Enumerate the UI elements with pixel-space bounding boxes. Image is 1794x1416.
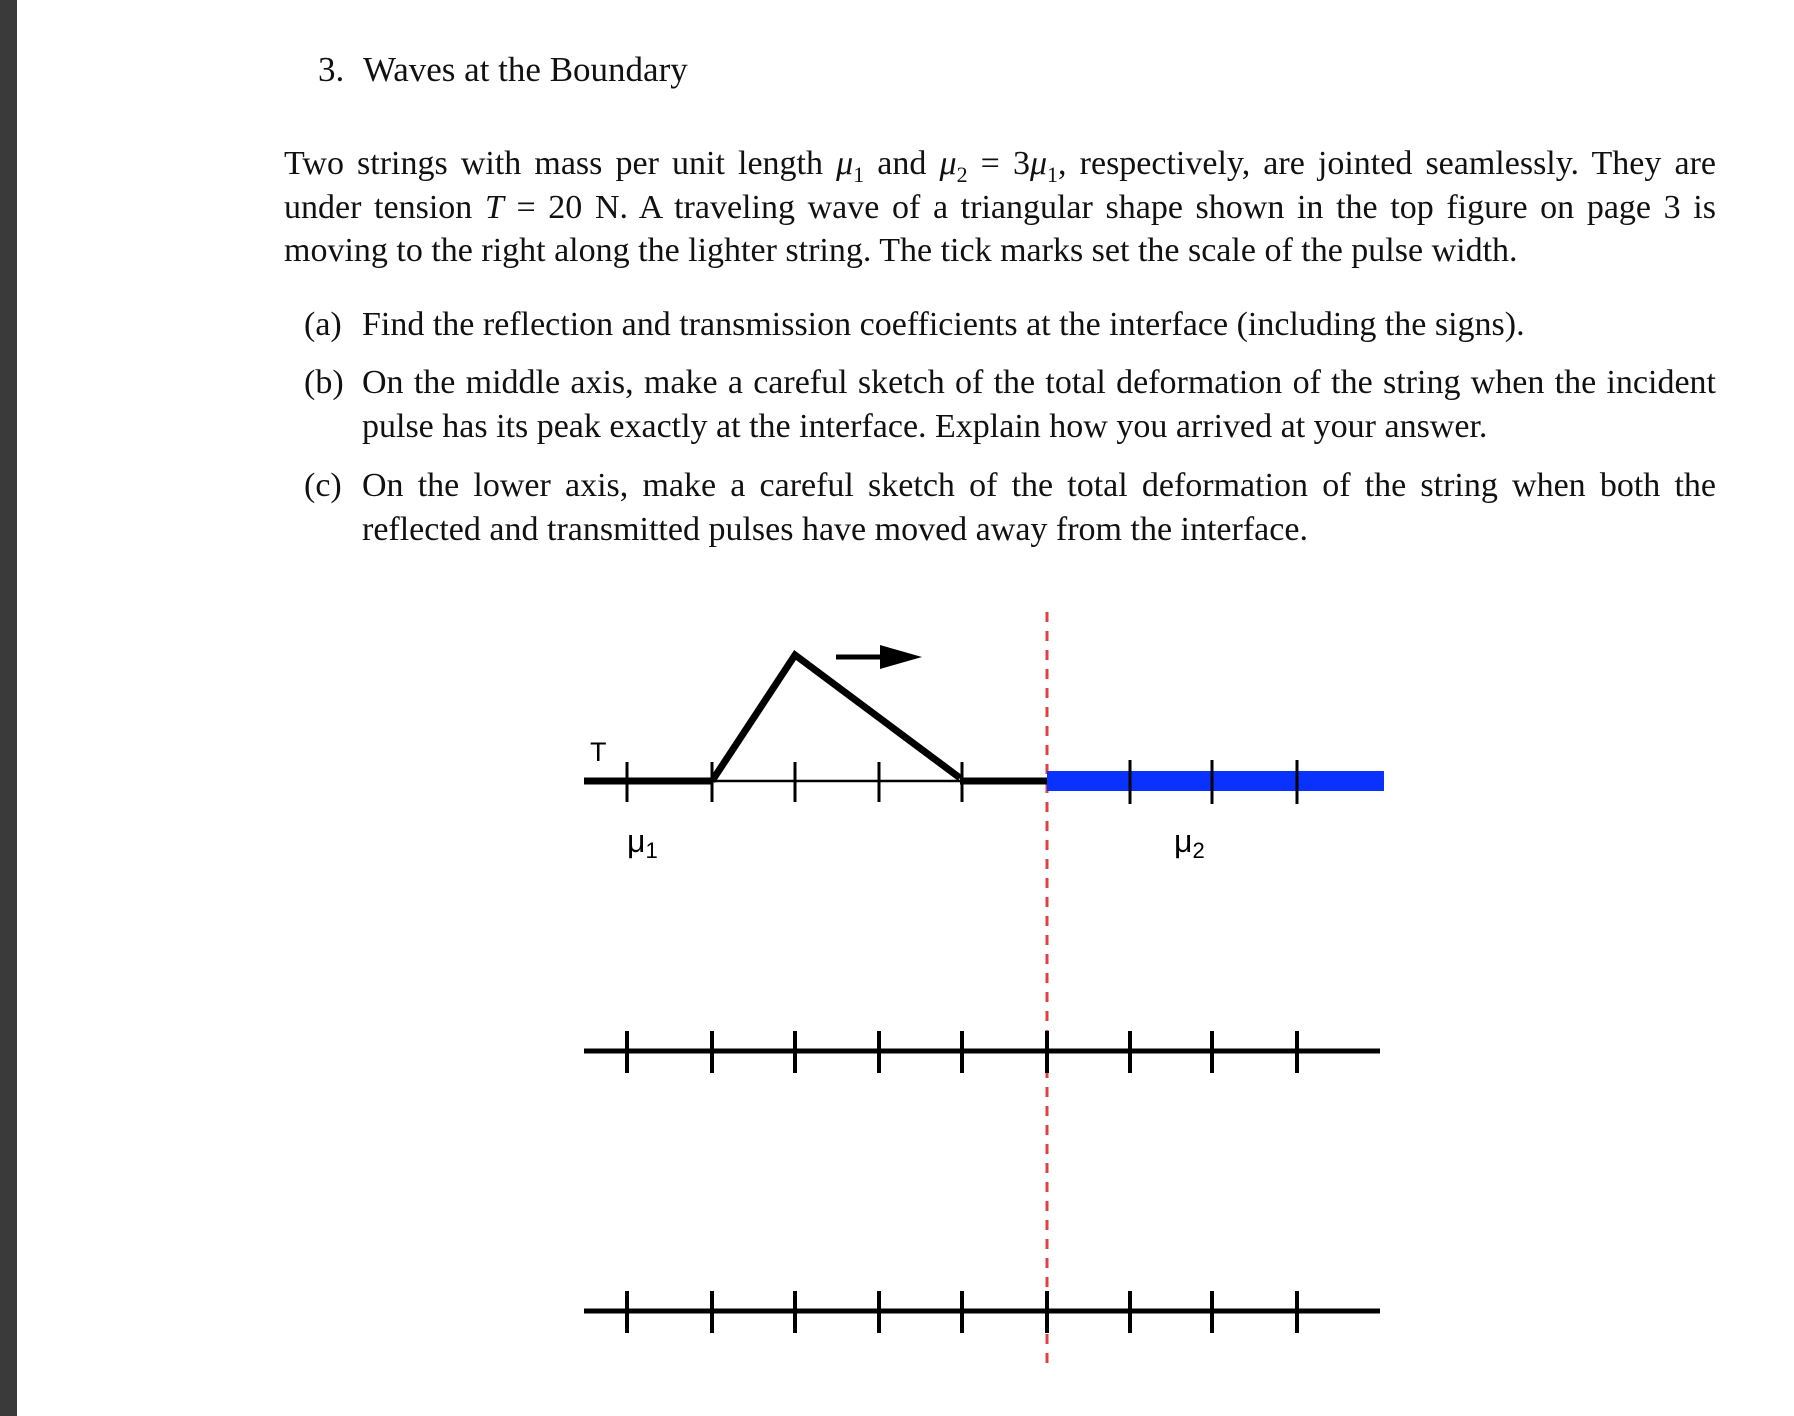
mu2-label: μ2 [1174,823,1205,863]
problem-intro: Two strings with mass per unit length $\mu_1$ and $\mu_2 = 3\mu_1$, respectively, are jointed seamlessly. They are under tension T = 20 N. A traveling wave of a triangular shape shown in the top figure on page 3 is moving to the right along the lighter string. The tick marks set the scale of the pulse width. [284,145,1717,269]
triangular-pulse [712,655,960,781]
tension-label: T [590,737,607,767]
direction-arrow-icon [880,645,922,669]
problem-number: 3. [318,50,345,89]
part-a-label: (a) [304,306,342,343]
part-b-text: On the middle axis, make a careful sketch of the total deformation of the string when the incident pulse has its peak exactly at the interface. Explain how you arrived at your answer. [362,364,1716,445]
lower-axis [584,1291,1380,1333]
part-c-text: On the lower axis, make a careful sketch of the total deformation of the string when both the reflected and transmitted pulses have moved away from the interface. [362,467,1716,548]
mu1-label: μ1 [627,823,658,863]
problem-title: Waves at the Boundary [363,50,688,89]
middle-axis [584,1031,1380,1073]
part-a-text: Find the reflection and transmission coefficients at the interface (including the signs). [362,306,1525,343]
top-axis [584,645,1384,863]
part-b-label: (b) [304,364,344,401]
part-c-label: (c) [304,467,342,504]
